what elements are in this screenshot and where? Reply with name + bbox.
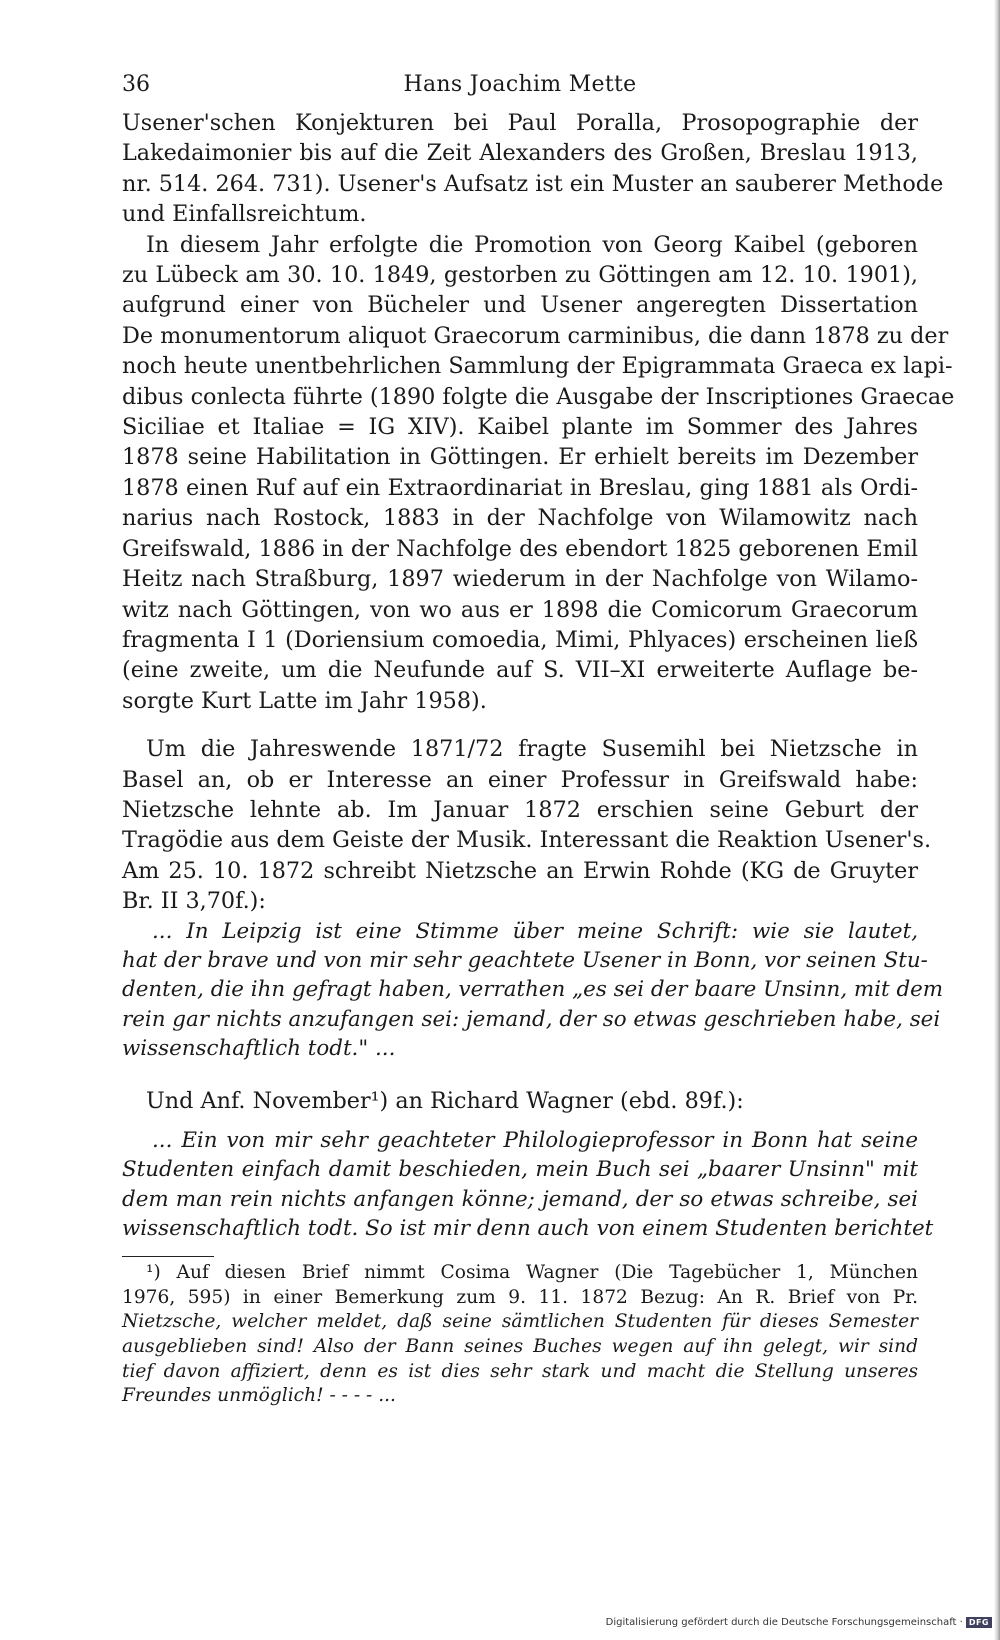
text-line: Lakedaimonier bis auf die Zeit Alexanders des Großen, Breslau 1913, xyxy=(122,140,918,167)
quote-line: wissenschaftlich todt. So ist mir denn auch von einem Studenten berichtet xyxy=(122,1216,934,1242)
footnote-line: ausgeblieben sind! Also der Bann seines Buches wegen auf ihn gelegt, wir sind xyxy=(122,1335,918,1357)
text-line: 1878 seine Habilitation in Göttingen. Er erhielt bereits im Dezember xyxy=(122,444,918,471)
page-number: 36 xyxy=(122,72,150,97)
text-line: Br. II 3,70f.): xyxy=(122,888,266,915)
text-line: Greifswald, 1886 in der Nachfolge des ebendort 1825 geborenen Emil xyxy=(122,535,919,562)
quote-line: hat der brave und von mir sehr geachtete Usener in Bonn, vor seinen Stu- xyxy=(122,947,928,973)
credit-text: Digitalisierung gefördert durch die Deutsche Forschungsgemeinschaft · xyxy=(605,1617,963,1628)
text-line: Am 25. 10. 1872 schreibt Nietzsche an Erwin Rohde (KG de Gruyter xyxy=(122,857,918,884)
text-line: nr. 514. 264. 731). Usener's Aufsatz ist ein Muster an sauberer Methode xyxy=(122,170,944,197)
text-line: De monumentorum aliquot Graecorum carminibus, die dann 1878 zu der xyxy=(122,322,949,349)
footnote-line: tief davon affiziert, denn es ist dies sehr stark und macht die Stellung unseres xyxy=(122,1360,918,1382)
footnote xyxy=(122,1261,918,1409)
text-line: Nietzsche lehnte ab. Im Januar 1872 erschien seine Geburt der xyxy=(122,796,918,823)
footnote-rule xyxy=(122,1256,214,1258)
text-line: Usener'schen Konjekturen bei Paul Poralla, Prosopographie der xyxy=(122,110,918,136)
text-line: zu Lübeck am 30. 10. 1849, gestorben zu Göttingen am 12. 10. 1901), xyxy=(122,262,918,289)
text-line: Basel an, ob er Interesse an einer Professur in Greifswald habe: xyxy=(122,766,918,793)
digitization-credit xyxy=(606,1617,992,1628)
text-line: und Einfallsreichtum. xyxy=(122,201,367,228)
quote-line: ... Ein von mir sehr geachteter Philologieprofessor in Bonn hat seine xyxy=(152,1128,918,1153)
text-line: In diesem Jahr erfolgte die Promotion von Georg Kaibel (geboren xyxy=(146,231,918,258)
running-title: Hans Joachim Mette xyxy=(403,72,637,97)
scan-page-edge xyxy=(994,0,1000,1640)
quote-letter-rohde xyxy=(122,917,944,1064)
text-line: noch heute unentbehrlichen Sammlung der Epigrammata Graeca ex lapi- xyxy=(122,353,953,380)
quote-letter-wagner xyxy=(122,1126,934,1244)
footnote-line: ¹) Auf diesen Brief nimmt Cosima Wagner (Die Tagebücher 1, München xyxy=(146,1262,918,1284)
quote-line: ... In Leipzig ist eine Stimme über meine Schrift: wie sie lautet, xyxy=(152,918,918,944)
paragraph-kaibel xyxy=(122,108,955,716)
quote-line: dem man rein nichts anfangen könne; jemand, der so etwas schreibe, sei xyxy=(122,1186,918,1212)
dfg-logo: DFG xyxy=(966,1617,992,1628)
running-head xyxy=(122,72,918,108)
text-line: aufgrund einer von Bücheler und Usener angeregten Dissertation xyxy=(122,292,918,319)
footnote-line: Nietzsche, welcher meldet, daß seine sämtlichen Studenten für dieses Semester xyxy=(122,1311,918,1333)
text-line: dibus conlecta führte (1890 folgte die Ausgabe der Inscriptiones Graecae xyxy=(122,383,955,410)
paragraph-wagner: Und Anf. November¹) an Richard Wagner (ebd. 89f.): xyxy=(146,1087,744,1114)
text-line: sorgte Kurt Latte im Jahr 1958). xyxy=(122,687,487,714)
paragraph-nietzsche xyxy=(122,734,932,916)
quote-line: denten, die ihn gefragt haben, verrathen „es sei der baare Unsinn, mit dem xyxy=(122,977,944,1003)
quote-line: wissenschaftlich todt." ... xyxy=(122,1036,396,1062)
text-line: narius nach Rostock, 1883 in der Nachfolge von Wilamowitz nach xyxy=(122,505,918,532)
text-line: 1878 einen Ruf auf ein Extraordinariat in Breslau, ging 1881 als Ordi- xyxy=(122,474,918,501)
text-line: Siciliae et Italiae = IG XIV). Kaibel plante im Sommer des Jahres xyxy=(122,414,918,441)
text-line: Um die Jahreswende 1871/72 fragte Susemihl bei Nietzsche in xyxy=(146,736,918,763)
quote-line: Studenten einfach damit beschieden, mein Buch sei „baarer Unsinn" mit xyxy=(122,1157,918,1183)
footnote-line: Freundes unmöglich! - - - - ... xyxy=(122,1385,396,1407)
footnote-line: 1976, 595) in einer Bemerkung zum 9. 11. 1872 Bezug: An R. Brief von Pr. xyxy=(122,1286,918,1308)
text-line: (eine zweite, um die Neufunde auf S. VII–XI erweiterte Auflage be- xyxy=(122,657,918,684)
text-line: Heitz nach Straßburg, 1897 wiederum in der Nachfolge von Wilamo- xyxy=(122,566,918,593)
quote-line: rein gar nichts anzufangen sei: jemand, der so etwas geschrieben habe, sei xyxy=(122,1006,941,1032)
book-page xyxy=(122,72,955,1409)
text-line: fragmenta I 1 (Doriensium comoedia, Mimi, Phlyaces) erscheinen ließ xyxy=(122,626,918,653)
text-line: Tragödie aus dem Geiste der Musik. Interessant die Reaktion Usener's. xyxy=(122,827,932,854)
text-line: witz nach Göttingen, von wo aus er 1898 die Comicorum Graecorum xyxy=(122,596,918,623)
